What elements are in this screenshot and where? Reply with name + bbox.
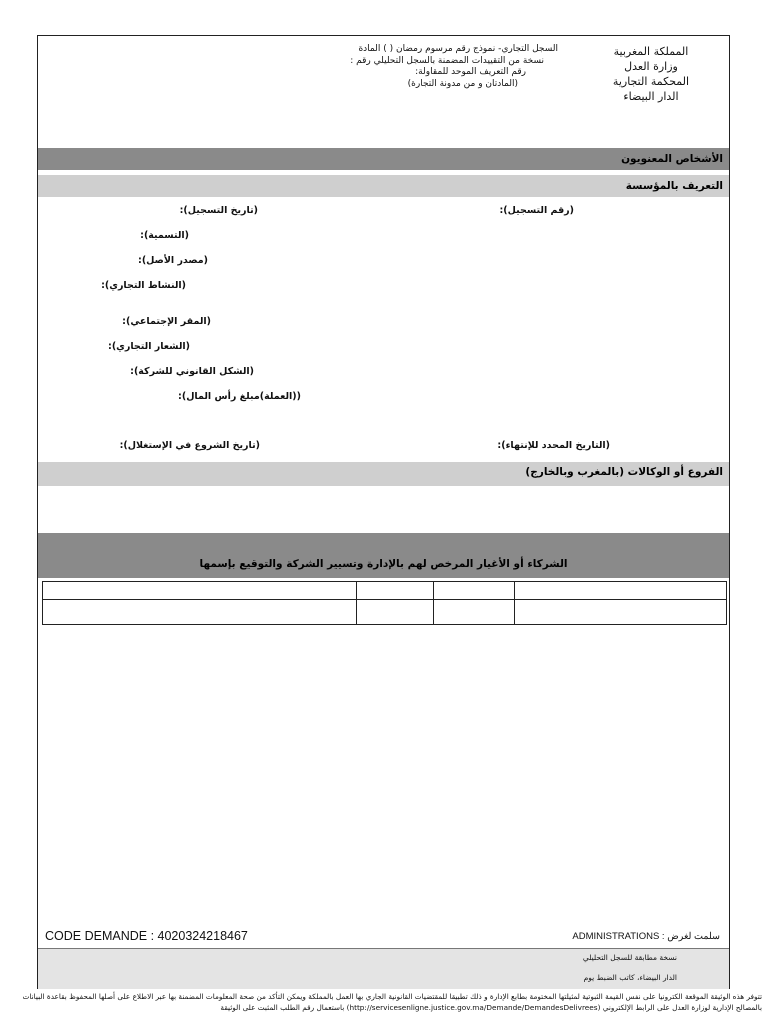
- city-label: الدار البيضاء: [623, 90, 679, 103]
- origin-field: (مصدر الأصل):: [138, 255, 208, 266]
- table-cell: [43, 582, 357, 600]
- legal-persons-title: الأشخاص المعنويون: [621, 153, 723, 165]
- register-info-block: [238, 44, 558, 90]
- table-cell: [515, 600, 727, 625]
- register-copy-line: نسخة من التقييدات المضمنة بالسجل التحليلي رقم :: [350, 55, 544, 66]
- clerk-note: الدار البيضاء، كاتب الضبط يوم: [583, 973, 677, 982]
- headquarters-field: (المقر الإجتماعي):: [122, 316, 211, 327]
- table-cell: [357, 600, 434, 625]
- table-row: [43, 600, 727, 625]
- admin-purpose: سلمت لغرض : ADMINISTRATIONS: [572, 931, 720, 942]
- partners-title: الشركاء أو الأغيار المرخص لهم بالإدارة وتسيير الشركة والتوقيع بإسمها: [199, 558, 568, 570]
- ministry-label: وزارة العدل: [624, 60, 678, 73]
- partners-table: [42, 581, 727, 625]
- name-field: (التسمية):: [140, 230, 189, 241]
- table-header-row: [43, 582, 727, 600]
- legal-notice: تتوفر هذه الوثيقة الموقعة الكترونيا على نفس القيمة الثبوتية لمثيلتها المختومة بطابع الإدارة و ذلك تطبيقا للمقتضيات القانونية الجاري بها العمل بالمملكة ويمكن التأكد من صحة المعلومات المضمنة بها عبر الاطلاع على أصلها المحفوظ بقاعدة البيانات بالمصالح الإدارية لوزارة العدل على الرابط الإلكتروني (http://servicesenligne.justice.gov.ma/Demande/DemandesDelivrees) باستعمال رقم الطلب المثبت على الوثيقة: [22, 992, 762, 1012]
- code-demande: CODE DEMANDE : 4020324218467: [45, 929, 248, 943]
- table-cell: [43, 600, 357, 625]
- registration-number-field: (رقم التسجيل):: [499, 205, 574, 216]
- court-label: المحكمة التجارية: [612, 75, 690, 88]
- table-cell: [515, 582, 727, 600]
- company-id-title: التعريف بالمؤسسة: [625, 180, 723, 192]
- certification-box: [38, 948, 729, 989]
- activity-field: (النشاط التجاري):: [101, 280, 186, 291]
- branches-band: [38, 462, 729, 486]
- table-cell: [434, 582, 515, 600]
- trade-sign-field: (الشعار التجاري):: [108, 341, 190, 352]
- issuer-block: [576, 44, 726, 104]
- articles-line: (المادتان و من مدونة التجارة): [407, 78, 518, 89]
- table-cell: [434, 600, 515, 625]
- table-cell: [357, 582, 434, 600]
- legal-persons-band: [38, 148, 729, 170]
- legal-form-field: (الشكل القانوني للشركة):: [130, 366, 254, 377]
- capital-field: ((العملة)مبلغ رأس المال):: [178, 391, 301, 402]
- branches-title: الفروع أو الوكالات (بالمغرب وبالخارج): [525, 466, 723, 478]
- copy-note: نسخة مطابقة للسجل التحليلي: [582, 953, 677, 962]
- end-date-field: (التاريخ المحدد للإنتهاء):: [497, 440, 610, 451]
- company-id-band: [38, 175, 729, 197]
- register-model-line: السجل التجاري- نموذج رقم مرسوم رمضان ( ) المادة: [358, 44, 558, 54]
- start-date-field: (تاريخ الشروع في الإستغلال):: [119, 440, 260, 451]
- unified-id-line: رقم التعريف الموحد للمقاولة:: [415, 67, 526, 77]
- partners-band: [38, 533, 729, 578]
- kingdom-label: المملكة المغربية: [613, 45, 689, 58]
- registration-date-field: (تاريخ التسجيل):: [179, 205, 258, 216]
